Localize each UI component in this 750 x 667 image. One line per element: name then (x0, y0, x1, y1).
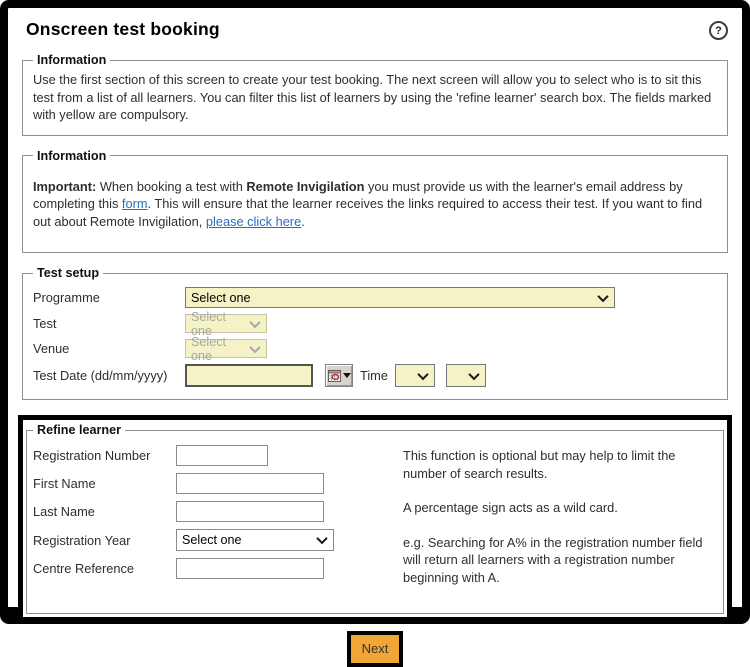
registration-number-row (33, 445, 351, 466)
registration-year-label: Registration Year (33, 532, 131, 548)
footer (8, 631, 742, 667)
info-text-part: When booking a test with (96, 178, 247, 194)
refine-help-text-1: This function is optional but may help to limit the number of search results. (403, 448, 676, 481)
venue-select-value: Select one (191, 334, 227, 363)
calendar-button[interactable] (325, 364, 353, 387)
venue-label: Venue (33, 341, 70, 356)
last-name-input[interactable] (176, 501, 324, 522)
venue-select (185, 334, 267, 363)
test-row (33, 309, 717, 338)
last-name-label: Last Name (33, 504, 95, 519)
refine-learner-legend: Refine learner (37, 423, 121, 437)
programme-select[interactable] (185, 287, 615, 308)
test-select (185, 309, 267, 338)
venue-row (33, 334, 717, 363)
refine-learner-section (26, 423, 724, 614)
important-label: Important: (33, 178, 97, 194)
information-legend: Information (37, 148, 107, 163)
time-minute-select[interactable] (446, 364, 486, 387)
test-label: Test (33, 316, 57, 331)
question-mark-icon: ? (715, 24, 722, 37)
refine-learner-body (33, 438, 715, 603)
chevron-down-icon (249, 341, 260, 352)
information-legend: Information (37, 53, 107, 67)
last-name-row (33, 501, 351, 522)
programme-label: Programme (33, 290, 100, 305)
information-text: Use the first section of this screen to create your test booking. The next screen will allow you to select who is to sit this test from a list of all learners. You can filter this list of learners by using the 'refine learner' search box. The fields marked with yellow are compulsory. (33, 72, 712, 122)
registration-year-value: Select one (182, 533, 242, 547)
chevron-down-icon (597, 290, 608, 301)
test-date-input[interactable] (185, 364, 313, 387)
form-link[interactable]: form (121, 196, 148, 211)
information-section-2 (22, 149, 728, 254)
dropdown-arrow-icon (343, 373, 351, 378)
remote-invigilation-label: Remote Invigilation (246, 178, 365, 194)
time-hour-select[interactable] (395, 364, 435, 387)
info-text-part: . (301, 213, 305, 229)
registration-year-row (33, 529, 351, 551)
next-button[interactable]: Next (347, 631, 404, 667)
chevron-down-icon (316, 533, 327, 544)
registration-number-label: Registration Number (33, 448, 151, 463)
remote-invigilation-text (33, 178, 717, 231)
information-section-1 (22, 53, 728, 136)
centre-reference-label: Centre Reference (33, 561, 135, 576)
help-button[interactable] (709, 21, 728, 40)
refine-learner-highlight (18, 415, 732, 622)
refine-learner-fields (33, 438, 351, 603)
test-select-value: Select one (191, 309, 227, 338)
refine-learner-help (351, 438, 715, 603)
test-setup-legend: Test setup (37, 266, 100, 280)
test-date-row (33, 364, 717, 387)
first-name-row (33, 473, 351, 494)
refine-help-text-3: e.g. Searching for A% in the registration number field will return all learners with a registration number beginning with A. (403, 534, 703, 585)
remote-invigilation-link[interactable]: please click here (205, 213, 302, 229)
info-text-part: . This will ensure that the learner receives the links required to access their test. If you want to find out about Remote Invigilation, (33, 196, 703, 229)
centre-reference-row (33, 558, 351, 579)
programme-row (33, 287, 717, 308)
page-title: Onscreen test booking (26, 19, 220, 39)
chevron-down-icon (249, 316, 260, 327)
time-label: Time (360, 368, 388, 383)
header (8, 8, 742, 40)
refine-help-text-2: A percentage sign acts as a wild card. (403, 500, 618, 515)
first-name-input[interactable] (176, 473, 324, 494)
chevron-down-icon (417, 368, 428, 379)
centre-reference-input[interactable] (176, 558, 324, 579)
test-setup-section (22, 266, 728, 400)
registration-number-input[interactable] (176, 445, 268, 466)
programme-select-value: Select one (191, 290, 251, 305)
chevron-down-icon (468, 368, 479, 379)
info-text-part: you must provide us with the learner's email address by completing this (33, 178, 683, 211)
first-name-label: First Name (33, 476, 96, 491)
registration-year-select[interactable] (176, 529, 334, 551)
calendar-icon (328, 370, 341, 382)
test-date-label: Test Date (dd/mm/yyyy) (33, 368, 168, 383)
